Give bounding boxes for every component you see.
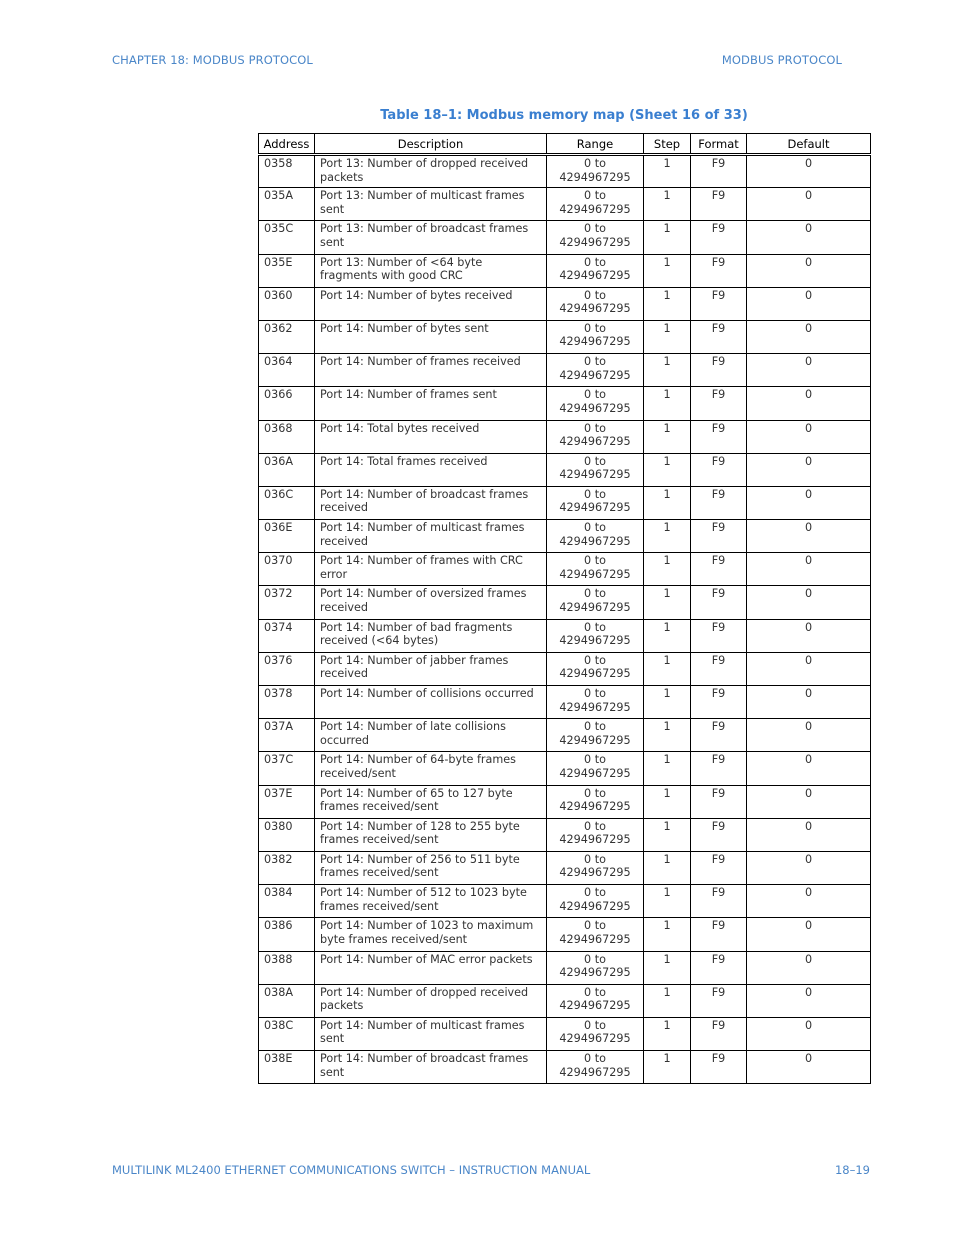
cell-format: F9 [691,785,747,818]
cell-range: 0 to 4294967295 [547,354,644,387]
table-row [259,320,871,353]
table-body [259,155,871,1084]
cell-format: F9 [691,586,747,619]
cell-description: Port 14: Number of 1023 to maximum byte frames received/sent [315,918,547,951]
cell-range: 0 to 4294967295 [547,586,644,619]
cell-range: 0 to 4294967295 [547,1051,644,1084]
cell-format: F9 [691,287,747,320]
cell-address: 0376 [259,652,315,685]
cell-address: 0370 [259,553,315,586]
cell-step: 1 [644,918,691,951]
cell-default: 0 [747,885,871,918]
table-row [259,785,871,818]
table-row [259,752,871,785]
cell-range: 0 to 4294967295 [547,520,644,553]
cell-address: 035A [259,188,315,221]
cell-description: Port 14: Total bytes received [315,420,547,453]
cell-address: 0364 [259,354,315,387]
cell-address: 0380 [259,818,315,851]
table-row [259,287,871,320]
cell-format: F9 [691,453,747,486]
cell-default: 0 [747,387,871,420]
cell-format: F9 [691,752,747,785]
cell-default: 0 [747,221,871,254]
table-row [259,453,871,486]
cell-default: 0 [747,984,871,1017]
cell-step: 1 [644,885,691,918]
cell-format: F9 [691,951,747,984]
cell-step: 1 [644,586,691,619]
cell-description: Port 14: Number of late collisions occurred [315,719,547,752]
cell-description: Port 14: Number of 128 to 255 byte frames received/sent [315,818,547,851]
cell-step: 1 [644,287,691,320]
table-row [259,686,871,719]
cell-range: 0 to 4294967295 [547,387,644,420]
table-header-row [259,134,871,155]
cell-default: 0 [747,752,871,785]
cell-default: 0 [747,155,871,188]
table-row [259,354,871,387]
cell-description: Port 13: Number of multicast frames sent [315,188,547,221]
table-row [259,520,871,553]
cell-description: Port 14: Number of MAC error packets [315,951,547,984]
cell-range: 0 to 4294967295 [547,254,644,287]
cell-range: 0 to 4294967295 [547,155,644,188]
cell-step: 1 [644,553,691,586]
cell-address: 0382 [259,851,315,884]
cell-step: 1 [644,752,691,785]
cell-step: 1 [644,221,691,254]
cell-range: 0 to 4294967295 [547,188,644,221]
table-row [259,254,871,287]
column-header-range: Range [547,134,644,155]
table-row [259,652,871,685]
cell-range: 0 to 4294967295 [547,918,644,951]
cell-address: 0384 [259,885,315,918]
cell-default: 0 [747,553,871,586]
cell-default: 0 [747,453,871,486]
cell-description: Port 14: Number of 64-byte frames received/sent [315,752,547,785]
cell-format: F9 [691,320,747,353]
table-row [259,885,871,918]
cell-default: 0 [747,818,871,851]
cell-default: 0 [747,486,871,519]
cell-range: 0 to 4294967295 [547,287,644,320]
cell-step: 1 [644,453,691,486]
cell-step: 1 [644,387,691,420]
column-header-step: Step [644,134,691,155]
cell-address: 0358 [259,155,315,188]
chapter-header: CHAPTER 18: MODBUS PROTOCOL [112,53,313,67]
table-row [259,155,871,188]
cell-step: 1 [644,354,691,387]
cell-range: 0 to 4294967295 [547,851,644,884]
cell-address: 0386 [259,918,315,951]
table-row [259,1017,871,1050]
cell-format: F9 [691,619,747,652]
cell-step: 1 [644,155,691,188]
cell-range: 0 to 4294967295 [547,619,644,652]
cell-address: 038A [259,984,315,1017]
cell-format: F9 [691,1017,747,1050]
table-row [259,1051,871,1084]
cell-step: 1 [644,320,691,353]
cell-step: 1 [644,951,691,984]
cell-address: 035E [259,254,315,287]
cell-range: 0 to 4294967295 [547,453,644,486]
column-header-address: Address [259,134,315,155]
cell-default: 0 [747,619,871,652]
cell-format: F9 [691,254,747,287]
cell-step: 1 [644,984,691,1017]
cell-range: 0 to 4294967295 [547,984,644,1017]
cell-default: 0 [747,918,871,951]
cell-step: 1 [644,619,691,652]
table-caption: Table 18–1: Modbus memory map (Sheet 16 of 33) [380,108,748,123]
cell-description: Port 14: Number of multicast frames received [315,520,547,553]
cell-description: Port 14: Total frames received [315,453,547,486]
cell-range: 0 to 4294967295 [547,818,644,851]
cell-step: 1 [644,686,691,719]
table-row [259,619,871,652]
manual-title-footer: MULTILINK ML2400 ETHERNET COMMUNICATIONS SWITCH – INSTRUCTION MANUAL [112,1163,591,1177]
cell-range: 0 to 4294967295 [547,221,644,254]
cell-range: 0 to 4294967295 [547,553,644,586]
table-row [259,984,871,1017]
cell-format: F9 [691,885,747,918]
cell-address: 0372 [259,586,315,619]
column-header-format: Format [691,134,747,155]
section-header: MODBUS PROTOCOL [721,53,842,67]
modbus-memory-map-table [258,133,871,1084]
cell-address: 037E [259,785,315,818]
cell-description: Port 14: Number of frames received [315,354,547,387]
cell-step: 1 [644,719,691,752]
cell-range: 0 to 4294967295 [547,420,644,453]
cell-description: Port 14: Number of collisions occurred [315,686,547,719]
cell-step: 1 [644,785,691,818]
cell-address: 036E [259,520,315,553]
cell-address: 037A [259,719,315,752]
table-row [259,553,871,586]
cell-range: 0 to 4294967295 [547,320,644,353]
cell-description: Port 13: Number of <64 byte fragments with good CRC [315,254,547,287]
cell-address: 0366 [259,387,315,420]
cell-default: 0 [747,785,871,818]
cell-default: 0 [747,188,871,221]
cell-default: 0 [747,1051,871,1084]
table-row [259,387,871,420]
cell-format: F9 [691,553,747,586]
cell-description: Port 14: Number of multicast frames sent [315,1017,547,1050]
table-row [259,851,871,884]
table-row [259,818,871,851]
cell-address: 0374 [259,619,315,652]
table-row [259,719,871,752]
cell-range: 0 to 4294967295 [547,1017,644,1050]
cell-default: 0 [747,586,871,619]
cell-address: 037C [259,752,315,785]
cell-description: Port 14: Number of oversized frames received [315,586,547,619]
cell-step: 1 [644,652,691,685]
cell-range: 0 to 4294967295 [547,486,644,519]
cell-format: F9 [691,851,747,884]
cell-step: 1 [644,520,691,553]
cell-format: F9 [691,387,747,420]
cell-step: 1 [644,1051,691,1084]
cell-default: 0 [747,951,871,984]
cell-format: F9 [691,486,747,519]
cell-default: 0 [747,287,871,320]
cell-default: 0 [747,1017,871,1050]
cell-range: 0 to 4294967295 [547,785,644,818]
cell-default: 0 [747,354,871,387]
cell-format: F9 [691,686,747,719]
cell-address: 0368 [259,420,315,453]
cell-address: 0360 [259,287,315,320]
table-row [259,586,871,619]
cell-address: 035C [259,221,315,254]
cell-format: F9 [691,221,747,254]
cell-format: F9 [691,918,747,951]
cell-address: 0362 [259,320,315,353]
cell-description: Port 14: Number of 65 to 127 byte frames received/sent [315,785,547,818]
cell-format: F9 [691,188,747,221]
cell-range: 0 to 4294967295 [547,719,644,752]
cell-format: F9 [691,520,747,553]
cell-address: 0378 [259,686,315,719]
cell-description: Port 14: Number of jabber frames received [315,652,547,685]
cell-description: Port 14: Number of 256 to 511 byte frames received/sent [315,851,547,884]
cell-default: 0 [747,851,871,884]
cell-address: 036A [259,453,315,486]
cell-step: 1 [644,818,691,851]
cell-range: 0 to 4294967295 [547,652,644,685]
table-row [259,486,871,519]
cell-step: 1 [644,188,691,221]
cell-default: 0 [747,420,871,453]
cell-description: Port 14: Number of broadcast frames sent [315,1051,547,1084]
table-row [259,951,871,984]
column-header-description: Description [315,134,547,155]
table-row [259,420,871,453]
table-row [259,188,871,221]
column-header-default: Default [747,134,871,155]
cell-default: 0 [747,719,871,752]
cell-address: 038E [259,1051,315,1084]
cell-default: 0 [747,254,871,287]
cell-step: 1 [644,254,691,287]
cell-description: Port 14: Number of dropped received packets [315,984,547,1017]
cell-default: 0 [747,652,871,685]
cell-address: 036C [259,486,315,519]
cell-step: 1 [644,1017,691,1050]
cell-description: Port 14: Number of bad fragments received (<64 bytes) [315,619,547,652]
cell-description: Port 14: Number of frames sent [315,387,547,420]
cell-description: Port 14: Number of broadcast frames received [315,486,547,519]
cell-format: F9 [691,719,747,752]
page-number: 18–19 [834,1163,870,1177]
cell-format: F9 [691,420,747,453]
cell-step: 1 [644,486,691,519]
cell-description: Port 14: Number of frames with CRC error [315,553,547,586]
cell-address: 038C [259,1017,315,1050]
cell-format: F9 [691,984,747,1017]
cell-format: F9 [691,1051,747,1084]
cell-range: 0 to 4294967295 [547,752,644,785]
cell-range: 0 to 4294967295 [547,686,644,719]
cell-default: 0 [747,320,871,353]
cell-default: 0 [747,686,871,719]
cell-description: Port 14: Number of bytes sent [315,320,547,353]
cell-description: Port 13: Number of broadcast frames sent [315,221,547,254]
cell-format: F9 [691,652,747,685]
cell-description: Port 14: Number of 512 to 1023 byte frames received/sent [315,885,547,918]
cell-description: Port 14: Number of bytes received [315,287,547,320]
cell-address: 0388 [259,951,315,984]
table-row [259,918,871,951]
cell-format: F9 [691,818,747,851]
cell-default: 0 [747,520,871,553]
table-row [259,221,871,254]
cell-range: 0 to 4294967295 [547,885,644,918]
cell-step: 1 [644,420,691,453]
cell-description: Port 13: Number of dropped received packets [315,155,547,188]
cell-format: F9 [691,354,747,387]
cell-format: F9 [691,155,747,188]
cell-step: 1 [644,851,691,884]
cell-range: 0 to 4294967295 [547,951,644,984]
